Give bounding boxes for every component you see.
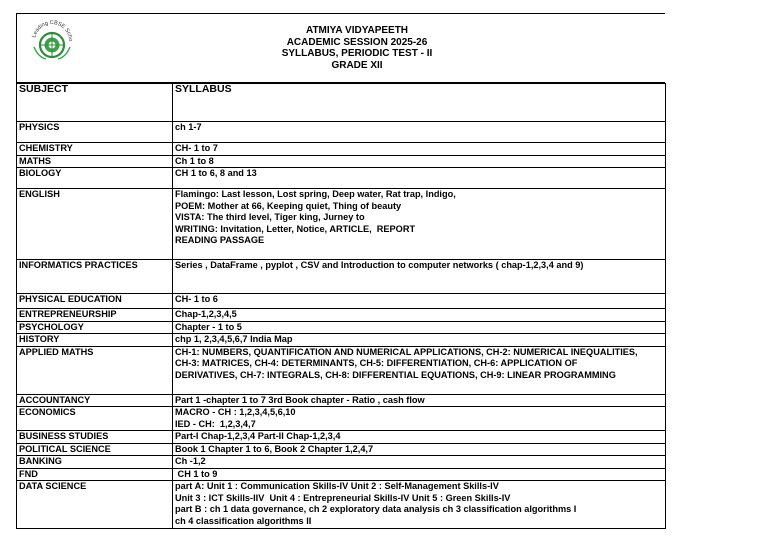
- syllabus-cell: [173, 456, 666, 469]
- table-row: [17, 481, 666, 529]
- syllabus-line: part B : ch 1 data governance, ch 2 exploratory data analysis ch 3 classification algorithms I: [175, 504, 577, 514]
- syllabus-line: Unit 3 : ICT Skills-IIV Unit 4 : Entrepreneurial Skills-IV Unit 5 : Green Skills-IV: [175, 492, 511, 503]
- syllabus-line: Series , DataFrame , pyplot , CSV and Introduction to computer networks ( chap-1,2,3,4 and 9): [175, 260, 584, 270]
- table-row: [17, 334, 666, 347]
- subject-cell: PSYCHOLOGY: [17, 321, 173, 334]
- subject-cell: BANKING: [17, 456, 173, 469]
- subject-cell: INFORMATICS PRACTICES: [17, 260, 173, 294]
- syllabus-cell: [173, 260, 666, 294]
- syllabus-cell: [173, 346, 666, 394]
- header-title-block: [197, 25, 517, 71]
- syllabus-cell: [173, 168, 666, 189]
- syllabus-line: CH- 1 to 7: [175, 143, 218, 153]
- table-row: [17, 346, 666, 394]
- subject-column-header: SUBJECT: [17, 84, 173, 122]
- syllabus-line: Flamingo: Last lesson, Lost spring, Deep water, Rat trap, Indigo,: [175, 189, 456, 199]
- syllabus-cell: [173, 155, 666, 168]
- syllabus-cell: [173, 189, 666, 260]
- syllabus-line: chp 1, 2,3,4,5,6,7 India Map: [175, 334, 293, 344]
- document-header: [16, 13, 665, 83]
- table-row: [17, 321, 666, 334]
- syllabus-line: CH-1: NUMBERS, QUANTIFICATION AND NUMERICAL APPLICATIONS, CH-2: NUMERICAL INEQUALITIES,: [175, 346, 638, 357]
- syllabus-line: Chapter - 1 to 5: [175, 321, 242, 332]
- syllabus-line: Ch 1 to 8: [175, 155, 214, 166]
- subject-cell: ECONOMICS: [17, 407, 173, 431]
- subject-cell: MATHS: [17, 155, 173, 168]
- syllabus-column-header: SYLLABUS: [173, 84, 666, 122]
- subject-cell: POLITICAL SCIENCE: [17, 443, 173, 456]
- syllabus-line: WRITING: Invitation, Letter, Notice, ARTICLE, REPORT: [175, 223, 416, 234]
- subject-cell: HISTORY: [17, 334, 173, 347]
- syllabus-line: part A: Unit 1 : Communication Skills-IV Unit 2 : Self-Management Skills-IV: [175, 481, 499, 491]
- subject-cell: CHEMISTRY: [17, 143, 173, 156]
- subject-cell: BUSINESS STUDIES: [17, 431, 173, 444]
- syllabus-cell: [173, 407, 666, 431]
- syllabus-line: Part 1 -chapter 1 to 7 3rd Book chapter - Ratio , cash flow: [175, 394, 425, 405]
- subject-cell: PHYSICS: [17, 122, 173, 143]
- syllabus-line: READING PASSAGE: [175, 235, 265, 245]
- syllabus-line: CH- 1 to 6: [175, 294, 218, 304]
- subject-cell: BIOLOGY: [17, 168, 173, 189]
- test-title: SYLLABUS, PERIODIC TEST - II: [281, 48, 433, 59]
- table-row: [17, 456, 666, 469]
- syllabus-line: CH-3: MATRICES, CH-4: DETERMINANTS, CH-5: DIFFERENTIATION, CH-6: APPLICATION OF: [175, 358, 578, 368]
- academic-session: ACADEMIC SESSION 2025-26: [286, 36, 428, 48]
- syllabus-table: [16, 83, 666, 529]
- table-row: [17, 394, 666, 407]
- table-row: [17, 443, 666, 456]
- syllabus-line: Ch -1,2: [175, 456, 206, 466]
- table-row: [17, 168, 666, 189]
- syllabus-cell: [173, 394, 666, 407]
- syllabus-line: CH 1 to 6, 8 and 13: [175, 168, 257, 178]
- syllabus-line: Book 1 Chapter 1 to 6, Book 2 Chapter 1,2,4,7: [175, 443, 374, 454]
- subject-cell: APPLIED MATHS: [17, 346, 173, 394]
- table-row: [17, 143, 666, 156]
- table-row: [17, 407, 666, 431]
- syllabus-cell: [173, 468, 666, 481]
- grade-label: GRADE XII: [331, 59, 383, 71]
- syllabus-cell: [173, 334, 666, 347]
- table-row: [17, 309, 666, 322]
- syllabus-cell: [173, 481, 666, 529]
- table-row: [17, 260, 666, 294]
- school-logo-icon: [26, 17, 78, 63]
- syllabus-cell: [173, 122, 666, 143]
- syllabus-line: ch 4 classification algorithms II: [175, 515, 312, 526]
- syllabus-cell: [173, 431, 666, 444]
- table-row: [17, 189, 666, 260]
- table-row: [17, 155, 666, 168]
- subject-cell: FND: [17, 468, 173, 481]
- subject-cell: DATA SCIENCE: [17, 481, 173, 529]
- table-header-row: [17, 84, 666, 122]
- syllabus-cell: [173, 143, 666, 156]
- subject-cell: ENTREPRENEURSHIP: [17, 309, 173, 322]
- syllabus-cell: [173, 321, 666, 334]
- logo-arc-text: Leading CBSE Scho: [31, 19, 74, 42]
- syllabus-cell: [173, 294, 666, 309]
- subject-cell: ENGLISH: [17, 189, 173, 260]
- syllabus-line: Chap-1,2,3,4,5: [175, 309, 237, 319]
- syllabus-line: Part-I Chap-1,2,3,4 Part-II Chap-1,2,3,4: [175, 431, 341, 441]
- syllabus-line: IED - CH: 1,2,3,4,7: [175, 418, 256, 429]
- syllabus-line: ch 1-7: [175, 122, 202, 132]
- school-name: ATMIYA VIDYAPEETH: [305, 25, 409, 36]
- syllabus-line: VISTA: The third level, Tiger king, Jurney to: [175, 212, 365, 222]
- table-row: [17, 294, 666, 309]
- subject-cell: PHYSICAL EDUCATION: [17, 294, 173, 309]
- subject-cell: ACCOUNTANCY: [17, 394, 173, 407]
- syllabus-line: MACRO - CH : 1,2,3,4,5,6,10: [175, 407, 296, 417]
- table-row: [17, 122, 666, 143]
- syllabus-line: POEM: Mother at 66, Keeping quiet, Thing of beauty: [175, 200, 402, 211]
- syllabus-line: CH 1 to 9: [175, 468, 218, 479]
- table-row: [17, 468, 666, 481]
- table-row: [17, 431, 666, 444]
- syllabus-cell: [173, 443, 666, 456]
- syllabus-cell: [173, 309, 666, 322]
- syllabus-line: DERIVATIVES, CH-7: INTEGRALS, CH-8: DIFFERENTIAL EQUATIONS, CH-9: LINEAR PROGRAMMING: [175, 369, 616, 380]
